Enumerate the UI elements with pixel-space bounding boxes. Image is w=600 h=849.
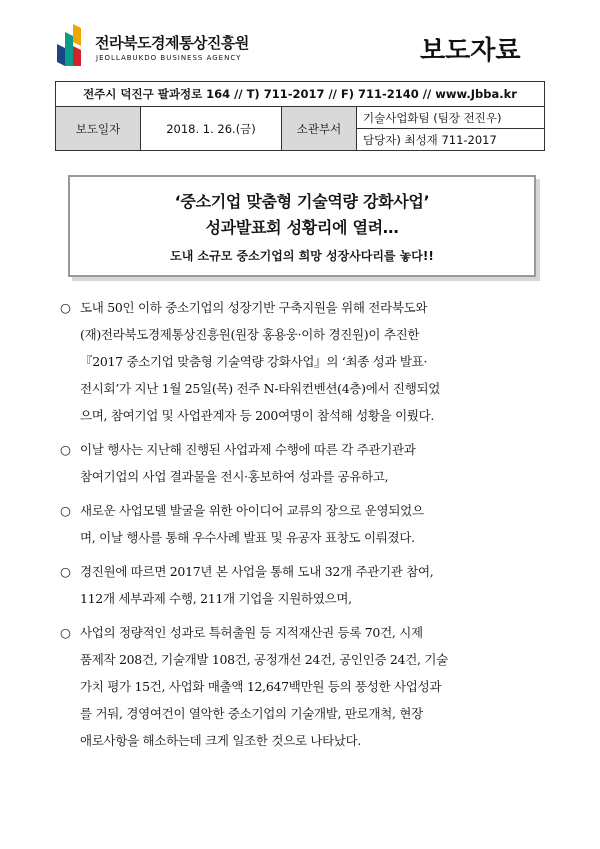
paragraph: [60, 558, 550, 612]
paragraph-line: [60, 375, 550, 402]
paragraph-text: 도내 50인 이하 중소기업의 성장기반 구축지원을 위해 전라북도와: [80, 300, 428, 315]
paragraph-line: [60, 463, 550, 490]
paragraph: [60, 436, 550, 490]
paragraph-line: [60, 524, 550, 551]
paragraph-text: 며, 이날 행사를 통해 우수사례 발표 및 유공자 표창도 이뤄졌다.: [80, 530, 415, 545]
paragraph-text: 전시회’가 지난 1월 25일(목) 전주 N-타워컨벤션(4층)에서 진행되었: [80, 381, 441, 396]
bullet-icon: ○: [60, 564, 71, 579]
paragraph-line: [60, 348, 550, 375]
date-value: 2018. 1. 26.(금): [141, 107, 282, 151]
paragraph-text: 참여기업의 사업 결과물을 전시·홍보하여 성과를 공유하고,: [80, 469, 389, 484]
paragraph-text: 이날 행사는 지난해 진행된 사업과제 수행에 따른 각 주관기관과: [80, 442, 416, 457]
agency-logo: [55, 20, 355, 70]
paragraph-text: 경진원에 따르면 2017년 본 사업을 통해 도내 32개 주관기관 참여,: [80, 564, 434, 579]
paragraph: [60, 497, 550, 551]
address-line: 전주시 덕진구 팔과정로 164 // T) 711-2017 // F) 711-2140 // www.Jbba.kr: [56, 82, 545, 107]
contact-value: 담당자) 최성재 711-2017: [357, 129, 545, 151]
dept-value: 기술사업화팀 (팀장 전진우): [357, 107, 545, 129]
headline-line-1: ‘중소기업 맞춤형 기술역량 강화사업’: [174, 192, 430, 211]
org-name-english: JEOLLABUKDO BUSINESS AGENCY: [96, 54, 242, 62]
press-body: [60, 294, 550, 761]
paragraph-text: 『2017 중소기업 맞춤형 기술역량 강화사업』의 ‘최종 성과 발표·: [80, 354, 428, 369]
headline-line-2: 성과발표회 성황리에 열려…: [205, 218, 399, 237]
date-label: 보도일자: [56, 107, 141, 151]
paragraph-line: [60, 585, 550, 612]
bullet-icon: ○: [60, 442, 71, 457]
paragraph-text: 를 거둬, 경영여건이 열악한 중소기업의 기술개발, 판로개척, 현장: [80, 706, 423, 721]
paragraph-line: [60, 700, 550, 727]
paragraph-line: [60, 497, 550, 524]
paragraph-text: 새로운 사업모델 발굴을 위한 아이디어 교류의 장으로 운영되었으: [80, 503, 424, 518]
paragraph-text: 가치 평가 15건, 사업화 매출액 12,647백만원 등의 풍성한 사업성과: [80, 679, 442, 694]
headline-subtitle: 도내 소규모 중소기업의 희망 성장사다리를 놓다!!: [170, 249, 434, 263]
headline-box: [68, 175, 536, 277]
dept-label: 소관부서: [282, 107, 357, 151]
paragraph-text: 으며, 참여기업 및 사업관계자 등 200여명이 참석해 성황을 이뤘다.: [80, 408, 435, 423]
bullet-icon: ○: [60, 503, 71, 518]
paragraph-text: 112개 세부과제 수행, 211개 기업을 지원하였으며,: [80, 591, 352, 606]
agency-logo-icon: [55, 20, 89, 68]
paragraph: [60, 294, 550, 429]
paragraph-line: [60, 294, 550, 321]
paragraph-line: [60, 673, 550, 700]
paragraph-line: [60, 558, 550, 585]
paragraph-line: [60, 402, 550, 429]
paragraph-text: (재)전라북도경제통상진흥원(원장 홍용웅·이하 경진원)이 추진한: [80, 327, 420, 342]
paragraph-text: 애로사항을 해소하는데 크게 일조한 것으로 나타났다.: [80, 733, 362, 748]
paragraph-line: [60, 436, 550, 463]
info-table: [55, 81, 545, 151]
paragraph-line: [60, 646, 550, 673]
doc-type-title: 보도자료: [420, 36, 521, 66]
org-name: 전라북도경제통상진흥원: [95, 34, 249, 52]
paragraph-text: 사업의 정량적인 성과로 특허출원 등 지적재산권 등록 70건, 시제: [80, 625, 423, 640]
paragraph: [60, 619, 550, 754]
paragraph-line: [60, 619, 550, 646]
paragraph-text: 품제작 208건, 기술개발 108건, 공정개선 24건, 공인인증 24건, 기술: [80, 652, 448, 667]
paragraph-line: [60, 321, 550, 348]
bullet-icon: ○: [60, 625, 71, 640]
bullet-icon: ○: [60, 300, 71, 315]
paragraph-line: [60, 727, 550, 754]
